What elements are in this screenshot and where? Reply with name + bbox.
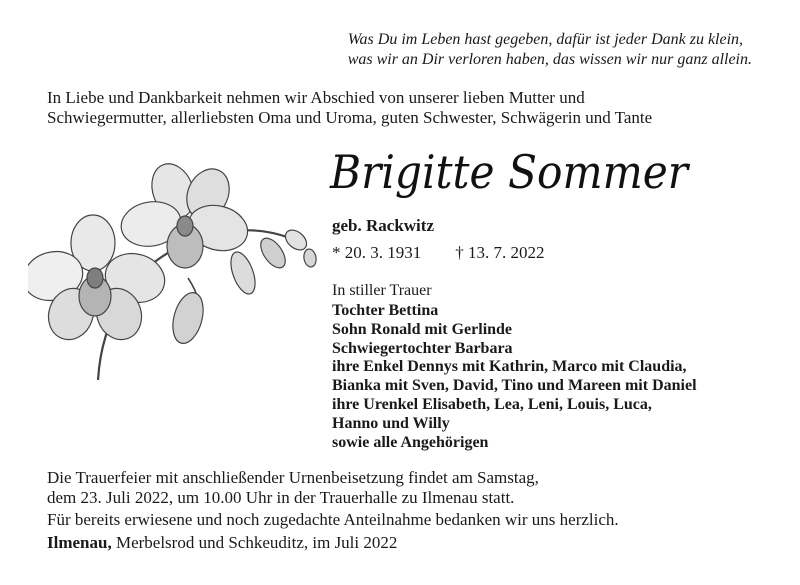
death-date: † 13. 7. 2022 [455, 243, 545, 262]
list-item: Sohn Ronald mit Gerlinde [332, 320, 513, 338]
funeral-service-info [47, 468, 767, 508]
deceased-name: Brigitte Sommer [330, 145, 689, 199]
intro-line: In Liebe und Dankbarkeit nehmen wir Abschied von unserer lieben Mutter und [47, 88, 585, 107]
life-dates [332, 243, 545, 263]
list-item: Tochter Bettina [332, 302, 439, 319]
service-line: Die Trauerfeier mit anschließender Urnenbeisetzung findet am Samstag, [47, 468, 539, 487]
list-item: Hanno und Willy [332, 414, 450, 432]
place-rest: Merbelsrod und Schkeuditz, im Juli 2022 [111, 533, 398, 552]
list-item: ihre Enkel Dennys mit Kathrin, Marco mit Claudia, [332, 358, 687, 376]
list-item: ihre Urenkel Elisabeth, Lea, Leni, Louis, Luca, [332, 395, 652, 413]
place-date-line [47, 533, 767, 553]
motto-verse [348, 30, 752, 70]
place-city: Ilmenau, [47, 533, 112, 552]
maiden-name: geb. Rackwitz [332, 216, 434, 235]
mourning-heading: In stiller Trauer [332, 282, 432, 299]
service-line: dem 23. Juli 2022, um 10.00 Uhr in der Trauerhalle zu Ilmenau statt. [47, 488, 515, 507]
list-item: Bianka mit Sven, David, Tino und Mareen mit Daniel [332, 377, 697, 395]
motto-line: Was Du im Leben hast gegeben, dafür ist jeder Dank zu klein, [347, 31, 744, 48]
birth-date: * 20. 3. 1931 [332, 243, 422, 262]
motto-line: was wir an Dir verloren haben, das wissen wir nur ganz allein. [347, 51, 752, 68]
list-item: sowie alle Angehörigen [332, 433, 489, 451]
intro-text [47, 88, 767, 128]
mourners-list [332, 302, 697, 452]
list-item: Schwiegertochter Barbara [332, 339, 513, 357]
orchid-illustration [28, 158, 328, 380]
thanks-text: Für bereits erwiesene und noch zugedachte Anteilnahme bedanken wir uns herzlich. [47, 510, 619, 529]
intro-line: Schwiegermutter, allerliebsten Oma und Uroma, guten Schwester, Schwägerin und Tante [47, 108, 653, 127]
